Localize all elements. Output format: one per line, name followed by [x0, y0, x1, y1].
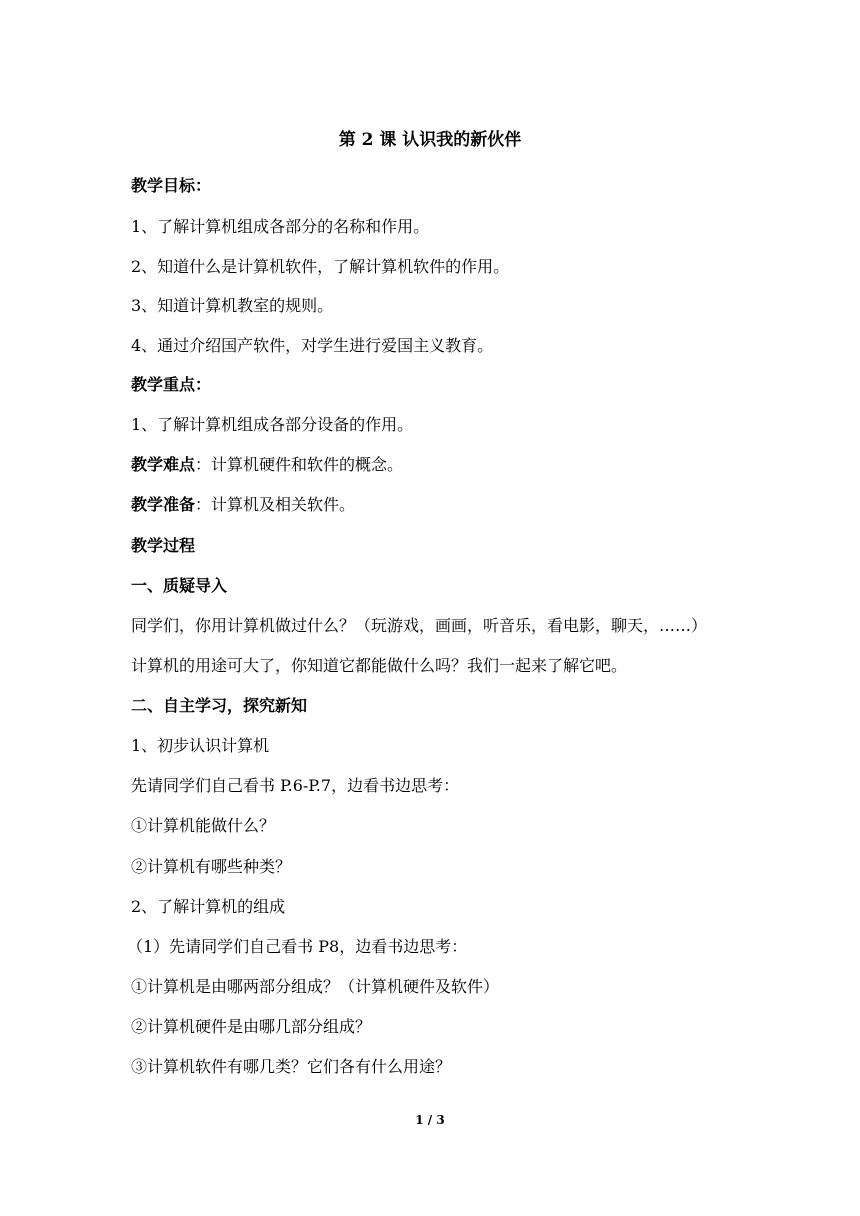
difficulty-text: ：计算机硬件和软件的概念。	[195, 455, 404, 474]
section2-heading: 二、自主学习，探究新知	[131, 696, 308, 715]
section2-line: 2、了解计算机的组成	[131, 897, 286, 916]
keypoint-item: 1、了解计算机组成各部分设备的作用。	[131, 415, 414, 434]
objectives-heading: 教学目标：	[131, 176, 212, 195]
process-heading: 教学过程	[131, 536, 196, 555]
objective-item: 1、了解计算机组成各部分的名称和作用。	[131, 217, 430, 236]
lesson-title: 第 2 课 认识我的新伙伴	[338, 130, 522, 150]
page-number: 1 / 3	[415, 1113, 445, 1127]
section2-line: ①计算机是由哪两部分组成？（计算机硬件及软件）	[131, 977, 500, 996]
section2-line: （1）先请同学们自己看书 P8，边看书边思考：	[127, 937, 468, 956]
section1-line: 同学们，你用计算机做过什么？（玩游戏，画画，听音乐，看电影，聊天，……）	[131, 616, 708, 635]
preparation-label: 教学准备	[131, 495, 196, 514]
section1-line: 计算机的用途可大了，你知道它都能做什么吗？我们一起来了解它吧。	[131, 656, 628, 675]
objective-item: 4、通过介绍国产软件，对学生进行爱国主义教育。	[131, 336, 494, 355]
difficulty-line	[131, 453, 403, 477]
section2-line: ②计算机有哪些种类？	[131, 857, 292, 876]
section1-heading: 一、质疑导入	[131, 576, 228, 595]
difficulty-label: 教学难点	[131, 455, 196, 474]
objective-item: 3、知道计算机教室的规则。	[131, 296, 334, 315]
section2-line: ①计算机能做什么？	[131, 816, 276, 835]
section2-line: ③计算机软件有哪几类？它们各有什么用途？	[131, 1057, 452, 1076]
objective-item: 2、知道什么是计算机软件，了解计算机软件的作用。	[131, 257, 510, 276]
section2-line: ②计算机硬件是由哪几部分组成？	[131, 1017, 372, 1036]
preparation-line	[131, 493, 355, 517]
section2-line: 1、初步认识计算机	[131, 736, 270, 755]
section2-line: 先请同学们自己看书 P.6-P.7，边看书边思考：	[131, 776, 460, 795]
preparation-text: ：计算机及相关软件。	[195, 495, 356, 514]
keypoints-heading: 教学重点：	[131, 375, 212, 394]
